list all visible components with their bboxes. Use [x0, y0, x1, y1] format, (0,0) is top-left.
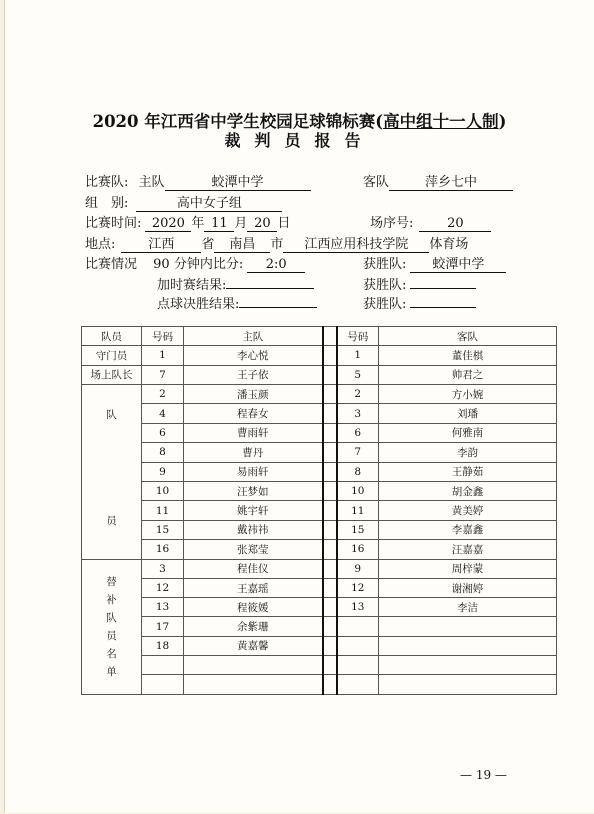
header-away-number: 号码: [337, 327, 379, 346]
venue-value: 江西应用科技学院: [283, 237, 429, 253]
away-player-name: [379, 675, 557, 694]
home-number: 11: [142, 501, 184, 520]
winner-value: 蛟潭中学: [410, 257, 506, 273]
substitute-row: [82, 656, 557, 675]
away-player-name: 何雅南: [379, 423, 557, 442]
extra-winner-line: 获胜队:: [363, 273, 476, 293]
away-player-name: 刘璠: [379, 404, 557, 423]
winner-line: 获胜队: 蛟潭中学: [363, 253, 506, 273]
team-separator: [323, 501, 337, 520]
team-separator: [323, 540, 337, 559]
player-row: [82, 501, 557, 520]
away-player-name: 李韵: [379, 443, 557, 462]
away-number: 11: [337, 501, 379, 520]
report-page: [4, 0, 594, 813]
team-separator: [323, 443, 337, 462]
header-away-team: 客队: [379, 327, 557, 346]
away-number: 15: [337, 520, 379, 539]
role-players-top: 队: [106, 408, 117, 421]
province-value: 江西: [121, 237, 201, 253]
team-separator: [323, 404, 337, 423]
player-row: [82, 520, 557, 539]
home-player-name: [184, 656, 323, 675]
team-separator: [323, 423, 337, 442]
away-number: 8: [337, 462, 379, 481]
home-number: 2: [142, 384, 184, 403]
home-player-name: [184, 675, 323, 694]
home-number: 16: [142, 540, 184, 559]
player-row: [82, 540, 557, 559]
home-player-name: 姚宇轩: [184, 501, 323, 520]
player-row: [82, 404, 557, 423]
home-player-name: 曹丹: [184, 443, 323, 462]
away-player-name: 黄美婷: [379, 501, 557, 520]
team-separator: [323, 636, 337, 655]
home-player-name: 曹雨轩: [184, 423, 323, 442]
away-player-name: [379, 636, 557, 655]
away-number: 9: [337, 559, 379, 578]
place-line: 地点: 江西 省 南昌 市 江西应用科技学院 体育场: [85, 237, 469, 252]
match-no-line: 场序号: 20: [370, 212, 491, 232]
away-player-name: 周梓蒙: [379, 559, 557, 578]
home-player-name: 王嘉瑶: [184, 578, 323, 597]
substitute-row: [82, 559, 557, 578]
score-line: 比赛情况 90 分钟内比分: 2:0: [85, 253, 305, 273]
home-player-name: 程春女: [184, 404, 323, 423]
home-number: [142, 656, 184, 675]
time-line: 比赛时间: 2020 年 11 月 20 日: [85, 216, 291, 231]
header-home-number: 号码: [142, 327, 184, 346]
substitute-row: [82, 617, 557, 636]
away-player-name: 方小婉: [379, 384, 557, 403]
month-value: 11: [204, 216, 234, 232]
team-separator: [323, 559, 337, 578]
away-player-name: 帅君之: [379, 365, 557, 384]
away-number: [337, 656, 379, 675]
away-number: 13: [337, 598, 379, 617]
table-header-row: [82, 327, 557, 346]
substitute-row: [82, 675, 557, 694]
away-number: 12: [337, 578, 379, 597]
roster-table: [81, 326, 557, 695]
penalty-result-value: [239, 292, 317, 308]
home-number: 10: [142, 481, 184, 500]
away-player-name: 王静茹: [379, 462, 557, 481]
away-team-value: 萍乡七中: [389, 175, 513, 191]
role-sub-char: 名: [106, 647, 117, 660]
away-player-name: [379, 656, 557, 675]
away-player-name: [379, 617, 557, 636]
year-value: 2020: [145, 216, 191, 232]
home-player-name: 程筱媛: [184, 598, 323, 617]
away-number: 16: [337, 540, 379, 559]
penalty-line: 点球决胜结果:: [157, 292, 317, 312]
goalkeeper-row: [82, 346, 557, 365]
home-player-name: 王子依: [184, 365, 323, 384]
player-row: [82, 481, 557, 500]
home-number: 3: [142, 559, 184, 578]
group-value: 高中女子组: [136, 196, 282, 212]
home-number: 12: [142, 578, 184, 597]
home-number: 9: [142, 462, 184, 481]
home-number: 8: [142, 443, 184, 462]
team-separator: [323, 598, 337, 617]
captain-row: [82, 365, 557, 384]
player-row: [82, 423, 557, 442]
home-player-name: 潘玉颜: [184, 384, 323, 403]
home-number: 13: [142, 598, 184, 617]
team-separator: [323, 617, 337, 636]
home-team-value: 蛟潭中学: [165, 175, 311, 191]
role-players: [82, 384, 142, 559]
player-row: [82, 462, 557, 481]
home-player-name: 程佳仪: [184, 559, 323, 578]
substitute-row: [82, 636, 557, 655]
home-player-name: 黄嘉馨: [184, 636, 323, 655]
away-player-name: 胡金鑫: [379, 481, 557, 500]
regular-score-value: 2:0: [247, 257, 305, 273]
team-separator: [323, 384, 337, 403]
role-players-bottom: 员: [106, 514, 117, 527]
header-home-team: 主队: [184, 327, 323, 346]
home-player-name: 余紫珊: [184, 617, 323, 636]
group-line: 组 别: 高中女子组: [85, 192, 282, 212]
role-captain: 场上队长: [82, 365, 142, 384]
role-goalkeeper: 守门员: [82, 346, 142, 365]
away-player-name: 李嘉鑫: [379, 520, 557, 539]
role-sub-char: 替: [106, 575, 117, 588]
home-number: 7: [142, 365, 184, 384]
role-sub-char: 单: [106, 665, 117, 678]
home-number: 15: [142, 520, 184, 539]
role-sub-char: 员: [106, 629, 117, 642]
away-number: [337, 617, 379, 636]
away-number: 6: [337, 423, 379, 442]
team-separator: [323, 346, 337, 365]
away-number: [337, 636, 379, 655]
away-number: 1: [337, 346, 379, 365]
teams-line: 比赛队: 主队 蛟潭中学: [85, 171, 311, 191]
role-sub-char: 队: [106, 611, 117, 624]
substitute-row: [82, 598, 557, 617]
away-number: 3: [337, 404, 379, 423]
title-group-underlined: 高中组十一人制: [383, 112, 499, 131]
away-number: 2: [337, 384, 379, 403]
player-row: [82, 443, 557, 462]
team-separator: [323, 656, 337, 675]
role-sub-char: 补: [106, 593, 117, 606]
home-player-name: 汪梦如: [184, 481, 323, 500]
city-value: 南昌: [214, 237, 270, 253]
report-title: 2020 年江西省中学生校园足球锦标赛(高中组十一人制): [92, 112, 507, 131]
penalty-winner-line: 获胜队:: [363, 292, 476, 312]
home-number: 18: [142, 636, 184, 655]
team-separator: [323, 365, 337, 384]
report-subtitle: 裁判员报告: [224, 131, 375, 150]
away-player-name: 董佳棋: [379, 346, 557, 365]
team-separator: [323, 675, 337, 694]
home-number: 17: [142, 617, 184, 636]
role-substitutes: [82, 559, 142, 694]
home-number: 1: [142, 346, 184, 365]
substitute-row: [82, 578, 557, 597]
team-separator: [323, 481, 337, 500]
away-number: 10: [337, 481, 379, 500]
team-separator: [323, 578, 337, 597]
away-number: 7: [337, 443, 379, 462]
day-value: 20: [247, 216, 277, 232]
team-separator: [323, 327, 337, 346]
roster-body: [82, 327, 557, 695]
penalty-winner-value: [410, 292, 476, 308]
home-number: 6: [142, 423, 184, 442]
away-player-name: 李洁: [379, 598, 557, 617]
page-number: — 19 —: [460, 768, 507, 782]
home-player-name: 李心悦: [184, 346, 323, 365]
away-player-name: 汪嘉嘉: [379, 540, 557, 559]
home-number: [142, 675, 184, 694]
team-separator: [323, 462, 337, 481]
home-player-name: 易雨轩: [184, 462, 323, 481]
away-number: [337, 675, 379, 694]
match-no-value: 20: [419, 216, 491, 232]
home-number: 4: [142, 404, 184, 423]
extra-winner-value: [410, 273, 476, 289]
player-row: [82, 384, 557, 403]
home-player-name: 戴祎祎: [184, 520, 323, 539]
away-player-name: 谢湘婷: [379, 578, 557, 597]
extra-time-line: 加时赛结果:: [157, 273, 314, 293]
extra-result-value: [226, 273, 314, 289]
away-number: 5: [337, 365, 379, 384]
away-line: 客队 萍乡七中: [363, 171, 513, 191]
home-player-name: 张郑莹: [184, 540, 323, 559]
header-role: 队员: [82, 327, 142, 346]
team-separator: [323, 520, 337, 539]
